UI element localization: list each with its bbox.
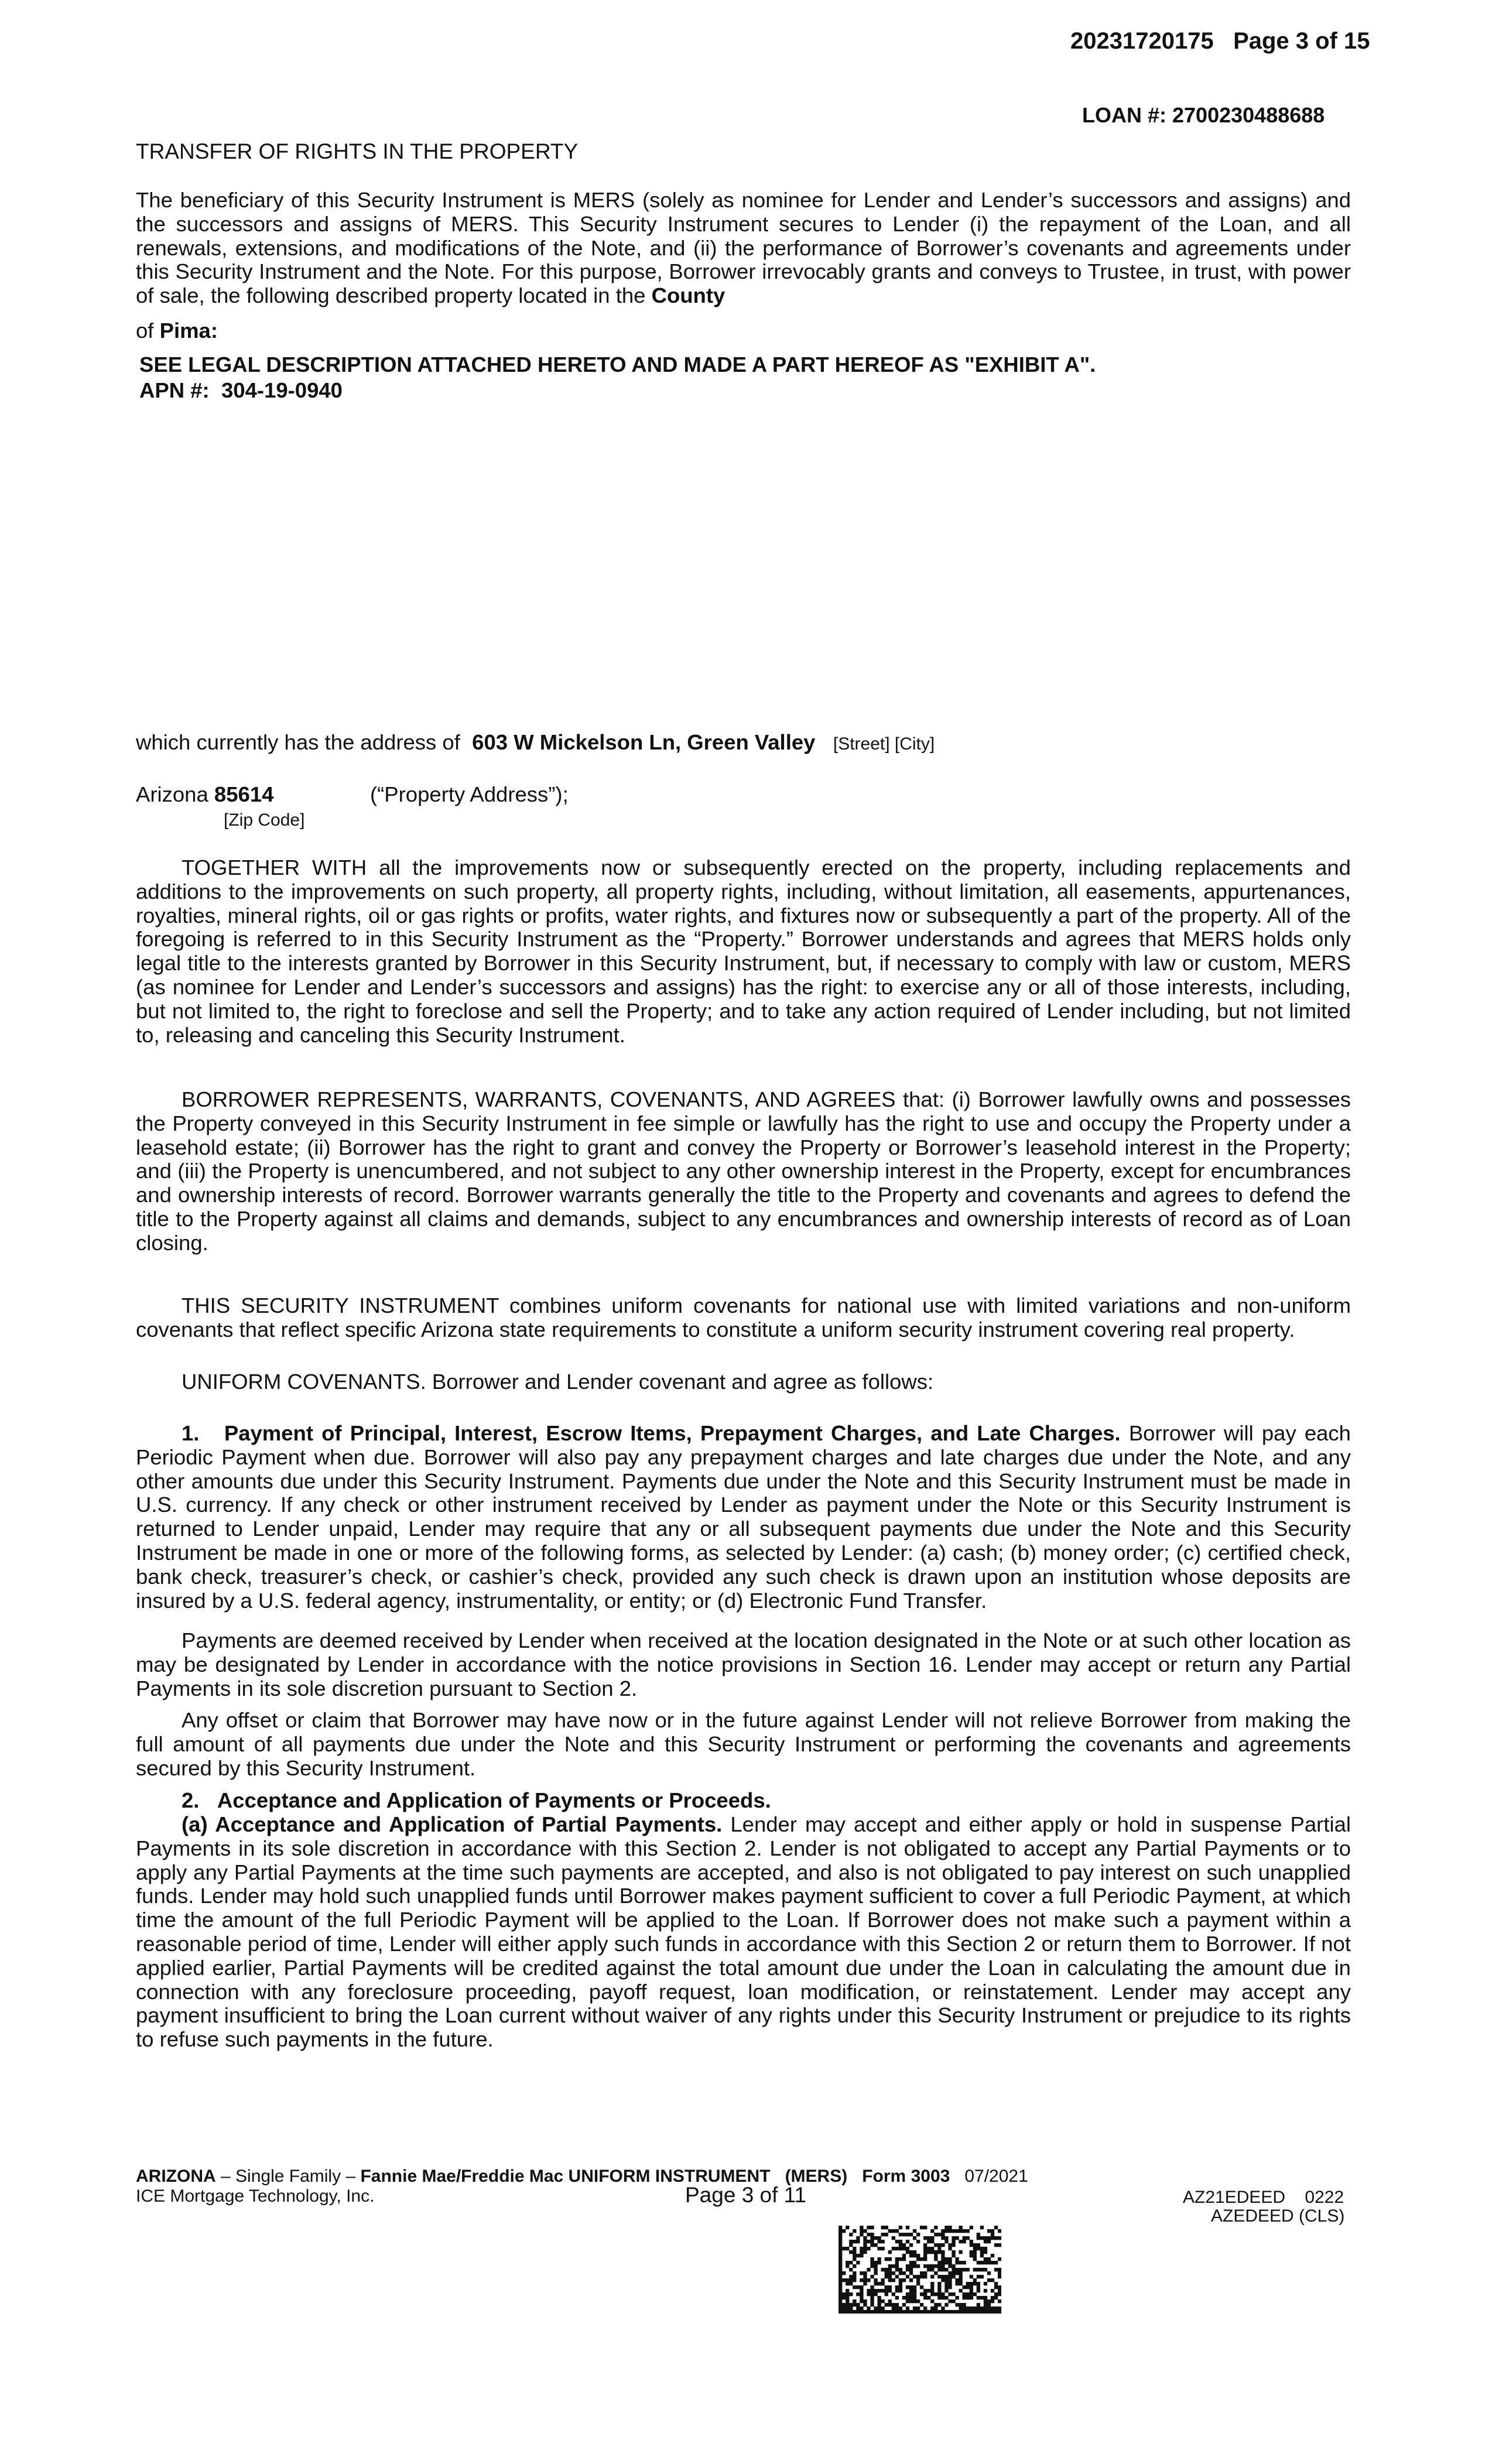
uniform-covenants-paragraph: UNIFORM COVENANTS. Borrower and Lender covenant and agree as follows: (182, 1370, 934, 1394)
street-city-hint: [Street] [City] (833, 734, 935, 754)
legal-description: SEE LEGAL DESCRIPTION ATTACHED HERETO AND MADE A PART HEREOF AS "EXHIBIT A". (139, 353, 1096, 377)
document-number: 20231720175 (1070, 28, 1214, 54)
footer-form-date: 07/2021 (964, 2167, 1028, 2186)
footer-company: ICE Mortgage Technology, Inc. (136, 2186, 375, 2206)
transfer-body: The beneficiary of this Security Instrument is MERS (solely as nominee for Lender and Lender’s successors and assigns) and the successors and assigns of MERS. This Security Instrument secures to Lender (i) the repayment of the Loan, and all renewals, extensions, and modifications of the Note, and (ii) the performance of Borrower’s covenants and agreements under this Security Instrument and the Note. For this purpose, Borrower irrevocably grants and conveys to Trustee, in trust, with power of sale, the following described property located in the (136, 188, 1351, 308)
footer-code-1 (1183, 2188, 1344, 2208)
loan-number-line (1082, 103, 1325, 128)
transfer-paragraph (136, 189, 1351, 308)
footer-mers: (MERS) (785, 2167, 848, 2186)
footer-code-number: 0222 (1305, 2188, 1344, 2207)
street-city: 603 W Mickelson Ln, Green Valley (472, 730, 816, 754)
property-address-label: (“Property Address”); (370, 782, 569, 806)
state-name: Arizona (136, 782, 208, 806)
state-zip-line (136, 782, 273, 807)
zip-hint: [Zip Code] (224, 810, 305, 830)
section-2-heading (182, 1788, 771, 1813)
footer-code-2: AZEDEED (CLS) (1211, 2206, 1345, 2226)
footer-form-number: Form 3003 (862, 2167, 950, 2186)
section-2a-body: Lender may accept and either apply or hold in suspense Partial Payments in its sole discretion in accordance with this Section 2. Lender is not obligated to accept any Partial Payments or to apply any Partial Payments at the time such payments are accepted, and also is not obligated to pay interest on such unapplied funds. Lender may hold such unapplied funds until Borrower makes payment sufficient to cover a full Periodic Payment, at which time the amount of the full Periodic Payment will be applied to the Loan. If Borrower does not make such a payment within a reasonable period of time, Lender will either apply such funds in accordance with this Section 2 or return them to Borrower. If not applied earlier, Partial Payments will be credited against the total amount due under the Loan in calculating the amount due in connection with any foreclosure proceeding, payoff request, loan modification, or reinstatement. Lender may accept any payment insufficient to bring the Loan current without waiver of any rights under this Security Instrument or prejudice to its rights to refuse such payments in the future. (136, 1812, 1351, 2052)
address-intro: which currently has the address of (136, 730, 460, 754)
section-1-body: Borrower will pay each Periodic Payment when due. Borrower will also pay any prepayment charges and late charges due under the Note, and any other amounts due under this Security Instrument. Payments due under the Note and this Security Instrument must be made in U.S. currency. If any check or other instrument received by Lender as payment under the Note or this Security Instrument is returned to Lender unpaid, Lender may require that any or all subsequent payments due under the Note and this Security Instrument be made in one or more of the following forms, as selected by Lender: (a) cash; (b) money order; (c) certified check, bank check, treasurer’s check, or cashier’s check, provided any such check is drawn upon an institution whose deposits are insured by a U.S. federal agency, instrumentality, or entity; or (d) Electronic Fund Transfer. (136, 1421, 1351, 1613)
of-word: of (136, 319, 154, 343)
apn-number: 304-19-0940 (221, 378, 343, 402)
footer-code: AZ21EDEED (1183, 2188, 1286, 2207)
jurisdiction-line (136, 319, 218, 343)
address-line (136, 730, 935, 755)
jurisdiction-name: Pima: (159, 319, 218, 343)
section-2a-title: (a) Acceptance and Application of Partial Payments. (182, 1812, 723, 1836)
payments-received-paragraph: Payments are deemed received by Lender when received at the location designated in the Note or at such other location as may be designated by Lender in accordance with the notice provisions in Section 16. Lender may accept or return any Partial Payments in its sole discretion pursuant to Section 2. (136, 1628, 1351, 1700)
borrower-represents-paragraph: BORROWER REPRESENTS, WARRANTS, COVENANTS, AND AGREES that: (i) Borrower lawfully owns and possesses the Property conveyed in this Security Instrument in fee simple or lawfully has the right to use and occupy the Property under a leasehold estate; (ii) Borrower has the right to grant and convey the Property or Borrower’s leasehold interest in the Property; and (iii) the Property is unencumbered, and not subject to any other ownership interest in the Property, except for encumbrances and ownership interests of record. Borrower warrants generally the title to the Property and covenants and agrees to defend the title to the Property against all claims and demands, subject to any encumbrances and ownership interests of record as of Loan closing. (136, 1087, 1351, 1255)
footer-type: Single Family (235, 2167, 341, 2186)
footer-page-number: Page 3 of 11 (685, 2183, 807, 2207)
section-2a-paragraph (136, 1813, 1351, 2052)
footer-dash-2: – (345, 2167, 356, 2186)
footer-state: ARIZONA (136, 2167, 216, 2186)
footer-dash-1: – (221, 2167, 231, 2186)
zip-code: 85614 (214, 782, 274, 806)
apn-label: APN #: (139, 378, 210, 402)
section-2-number: 2. (182, 1788, 200, 1812)
section-1-number: 1. (182, 1421, 200, 1445)
section-1-title: Payment of Principal, Interest, Escrow Items, Prepayment Charges, and Late Charges. (224, 1421, 1121, 1445)
footer-form-line (136, 2167, 1028, 2186)
recording-page-info: Page 3 of 15 (1233, 28, 1370, 54)
barcode-icon (839, 2226, 1001, 2314)
section-1-paragraph (136, 1422, 1351, 1613)
recording-header (1070, 28, 1370, 54)
loan-label: LOAN #: (1082, 103, 1166, 127)
jurisdiction-type: County (651, 283, 725, 308)
apn-line (139, 378, 343, 403)
footer-form-name: Fannie Mae/Freddie Mac UNIFORM INSTRUMENT (360, 2167, 771, 2186)
loan-number: 2700230488688 (1172, 103, 1325, 127)
offset-paragraph: Any offset or claim that Borrower may have now or in the future against Lender will not relieve Borrower from making the full amount of all payments due under the Note and this Security Instrument or performing the covenants and agreements secured by this Security Instrument. (136, 1708, 1351, 1780)
this-security-instrument-paragraph: THIS SECURITY INSTRUMENT combines uniform covenants for national use with limited variations and non-uniform covenants that reflect specific Arizona state requirements to constitute a uniform security instrument covering real property. (136, 1293, 1351, 1341)
section-2-title: Acceptance and Application of Payments or Proceeds. (217, 1788, 771, 1812)
together-paragraph: TOGETHER WITH all the improvements now or subsequently erected on the property, including replacements and additions to the improvements on such property, all property rights, including, without limitation, all easements, appurtenances, royalties, mineral rights, oil or gas rights or profits, water rights, and fixtures now or subsequently a part of the property. All of the foregoing is referred to in this Security Instrument as the “Property.” Borrower understands and agrees that MERS holds only legal title to the interests granted by Borrower in this Security Instrument, but, if necessary to comply with law or custom, MERS (as nominee for Lender and Lender’s successors and assigns) has the right: to exercise any or all of those interests, including, but not limited to, the right to foreclose and sell the Property; and to take any action required of Lender including, but not limited to, releasing and canceling this Security Instrument. (136, 855, 1351, 1047)
section-title: TRANSFER OF RIGHTS IN THE PROPERTY (136, 139, 579, 163)
